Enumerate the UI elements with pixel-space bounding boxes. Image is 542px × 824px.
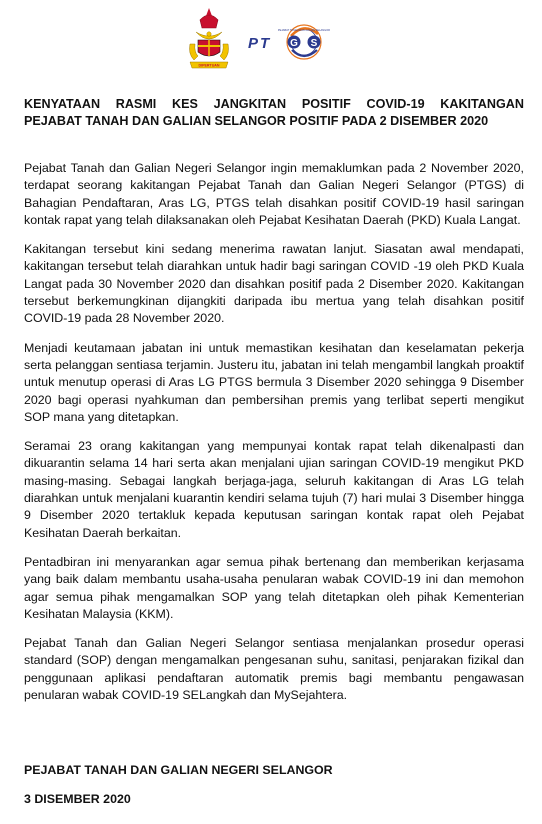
selangor-crest-icon (182, 6, 236, 72)
svg-text:G: G (290, 38, 298, 49)
paragraph-1: Pejabat Tanah dan Galian Negeri Selangor ingin memaklumkan pada 2 November 2020, terdapat seorang kakitangan Pejabat Tanah dan Galian Negeri Selangor (PTGS) di Bahagian Pendaftaran, Aras LG, PTGS telah disahkan positif COVID-19 hasil saringan kontak rapat yang telah dilaksanakan oleh Pejabat Kesihatan Daerah (PKD) Kuala Langat. (24, 161, 524, 227)
paragraph-5: Pentadbiran ini menyarankan agar semua pihak bertenang dan memberikan kerjasama yang baik dalam membantu usaha-usaha penularan wabak COVID-19 ini dan memohon agar semua pihak mengamalkan SOP yang telah ditetapkan oleh pihak Kementerian Kesihatan Malaysia (KKM). (24, 554, 524, 621)
paragraph-2: Kakitangan tersebut kini sedang menerima rawatan lanjut. Siasatan awal mendapati, kakitangan tersebut telah diarahkan untuk hadir bagi saringan COVID -19 oleh PKD Kuala Langat pada 30 November 2020 dan disahkan positif pada 2 Disember 2020. Kakitangan tersebut berkemungkinan dijangkiti daripada ibu mertua yang telah disahkan positif COVID-19 pada 28 November 2020. (24, 242, 524, 326)
title-line-1: KENYATAAN RASMI KES JANGKITAN POSITIF COVID-19 KAKITANGAN (24, 97, 524, 111)
ptgs-logo-icon (246, 22, 344, 62)
svg-text:P: P (248, 35, 259, 52)
signature-office: PEJABAT TANAH DAN GALIAN NEGERI SELANGOR (24, 763, 333, 777)
svg-text:S: S (310, 38, 318, 49)
signature-date: 3 DISEMBER 2020 (24, 792, 131, 806)
header-logos (182, 6, 344, 72)
document-body (24, 160, 524, 716)
signature-block (24, 762, 524, 808)
paragraph-3: Menjadi keutamaan jabatan ini untuk memastikan kesihatan dan keselamatan pekerja serta pelanggan sentiasa terjamin. Justeru itu, jabatan ini telah mengambil langkah proaktif untuk menutup operasi di Aras LG PTGS bermula 3 Disember 2020 sehingga 9 Disember 2020 bagi operasi nyahkuman dan pembersihan premis yang terlibat seperti mengikut SOP mana yang ditetapkan. (24, 340, 524, 424)
title-line-2: PEJABAT TANAH DAN GALIAN SELANGOR POSITIF PADA 2 DISEMBER 2020 (24, 114, 489, 128)
crest-ribbon-text: DIPERTUAN (198, 63, 220, 68)
ptgs-ring-text: PEJABAT TANAH DAN GALIAN SELANGOR (277, 29, 331, 32)
paragraph-6: Pejabat Tanah dan Galian Negeri Selangor sentiasa menjalankan prosedur operasi standard (SOP) dengan mengamalkan pengesanan suhu, sanitasi, penjarakan fizikal dan penggunaan aplikasi pendaftaran automatik premis bagi membantu pengawasan penularan wabak COVID-19 SELangkah dan MySejahtera. (24, 636, 524, 703)
svg-text:T: T (260, 35, 270, 52)
document-title (24, 96, 524, 130)
paragraph-4: Seramai 23 orang kakitangan yang mempunyai kontak rapat telah dikenalpasti dan dikuarantin selama 14 hari serta akan menjalani ujian saringan COVID-19 mengikut PKD masing-masing. Sebagai langkah berjaga-jaga, seluruh kakitangan di Aras LG telah diarahkan untuk menjalani kuarantin kendiri selama tujuh (7) hari mulai 3 Disember hingga 9 Disember 2020 tertakluk kepada keputusan saringan kontak rapat oleh Pejabat Kesihatan Daerah berkaitan. (24, 439, 524, 540)
